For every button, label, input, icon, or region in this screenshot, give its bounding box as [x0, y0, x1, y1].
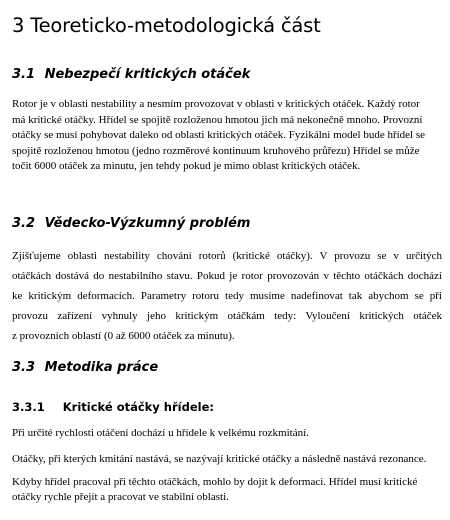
subsection-paragraph-3	[12, 475, 442, 505]
section-title: Vědecko-Výzkumný problém	[44, 216, 251, 231]
section-heading-3-3	[12, 360, 158, 375]
paragraph-line: má kritické otáčky. Hřídel se spojitě rozloženou hmotou jich má nekonečně mnoho. Provozní	[12, 113, 423, 126]
chapter-heading	[12, 14, 321, 37]
section-heading-3-2	[12, 216, 250, 231]
paragraph-line: otáčkách dostává do nestabilního stavu. Pokud je rotor provozován v těchto otáčkách dochází	[12, 270, 442, 282]
section-heading-3-1	[12, 67, 250, 82]
subsection-paragraph-2	[12, 452, 442, 467]
paragraph-line: provozu zařízení vyhnuly jeho kritickým otáčkám tedy: Vyloučení kritických otáček	[12, 310, 442, 322]
paragraph-line: spojitě rozloženou hmotou (jedno rozměrové kontinuum kruhového průřezu) Hřídel se může	[12, 144, 420, 157]
paragraph-line: Otáčky, při kterých kmitání nastává, se nazývají kritické otáčky a následně nastává rezonance.	[12, 453, 427, 465]
subsection-title: Kritické otáčky hřídele:	[62, 400, 214, 414]
paragraph-line: otáčky se musí pohybovat daleko od oblasti kritických otáček. Fyzikální model bude hřídel se	[12, 129, 426, 141]
paragraph-line: Rotor je v oblasti nestability a nesmím provozovat v oblasti v kritických otáček. Každý rotor	[12, 98, 420, 110]
chapter-title: Teoreticko-metodologická část	[30, 14, 321, 37]
section-3-2-paragraph	[12, 246, 442, 346]
paragraph-line: z provozních oblastí (0 až 6000 otáček za minutu).	[12, 330, 235, 342]
section-number: 3.3	[12, 360, 36, 375]
section-number: 3.1	[12, 67, 36, 82]
subsection-heading-3-3-1	[12, 400, 214, 414]
paragraph-line: točit 6000 otáček za minutu, jen tehdy pokud je mimo oblast kritických otáček.	[12, 160, 361, 172]
paragraph-line: ke kritickým deformacích. Parametry rotoru tedy musíme nadefinovat tak abychom se při	[12, 290, 442, 302]
chapter-number: 3	[12, 14, 25, 37]
paragraph-line: Při určité rychlosti otáčení dochází u hřídele k velkému rozkmitání.	[12, 427, 309, 439]
section-number: 3.2	[12, 216, 36, 231]
subsection-number: 3.3.1	[12, 400, 45, 414]
section-title: Nebezpečí kritických otáček	[44, 67, 251, 82]
subsection-paragraph-1	[12, 426, 442, 441]
section-title: Metodika práce	[44, 360, 159, 375]
paragraph-line: Zjišťujeme oblasti nestability chování rotorů (kritické otáčky). V provozu se v určitých	[12, 250, 442, 262]
paragraph-line: Kdyby hřídel pracoval při těchto otáčkách, mohlo by dojít k deformaci. Hřídel musí kritické	[12, 476, 418, 488]
paragraph-line: otáčky rychle přejít a pracovat ve stabilní oblasti.	[12, 491, 229, 503]
section-3-1-paragraph	[12, 97, 442, 175]
